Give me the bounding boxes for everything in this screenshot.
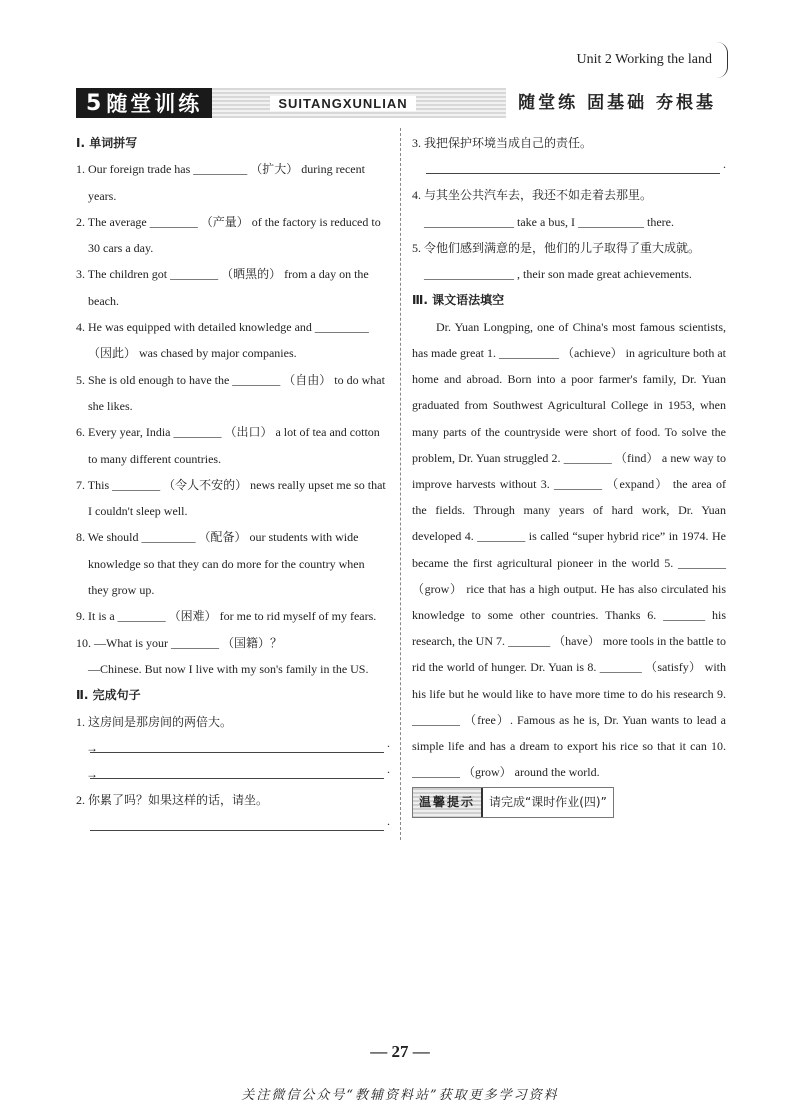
answer-line[interactable]: → . [76, 735, 390, 761]
section2-item-1-prompt: 1. 这房间是那房间的两倍大。 [76, 714, 233, 729]
section1-items [76, 156, 390, 682]
banner-title-block [76, 88, 212, 118]
section2-item-2 [76, 787, 390, 839]
item-continuation: beach. [88, 293, 119, 308]
right-column [412, 130, 726, 818]
section1-item[interactable] [76, 524, 390, 603]
section2-item-1 [76, 709, 390, 787]
section2-item-5 [412, 235, 726, 288]
item-text: 9. It is a ________ （困难） for me to rid myself of my fears. [76, 609, 377, 624]
item-text: 5. She is old enough to have the ________ （自由） to do what [76, 372, 385, 387]
item-text: 8. We should _________ （配备） our students with wide [76, 530, 359, 545]
item-continuation: years. [88, 188, 117, 203]
section2-item-4-fill[interactable]: _______________ take a bus, I ___________ there. [424, 214, 674, 229]
arrow: → [86, 740, 98, 755]
item-text: 1. Our foreign trade has _________ （扩大） during recent [76, 162, 365, 177]
banner-slogan: 随堂练 固基础 夯根基 [506, 88, 724, 118]
item-continuation: she likes. [88, 398, 133, 413]
banner-title: 随堂训练 [106, 92, 203, 116]
answer-line[interactable]: → . [76, 761, 390, 787]
tip-label: 温馨提示 [413, 788, 483, 816]
section1-item[interactable] [76, 603, 390, 629]
item-continuation: 30 cars a day. [88, 241, 154, 256]
left-column [76, 130, 390, 839]
item-continuation: I couldn't sleep well. [88, 504, 188, 519]
section2-item-4-prompt: 4. 与其坐公共汽车去，我还不如走着去那里。 [412, 188, 653, 203]
answer-line[interactable]: . [76, 813, 390, 839]
section1-item[interactable] [76, 630, 390, 683]
section2-item-3 [412, 130, 726, 182]
section-banner [76, 88, 724, 118]
section2-item-3-prompt: 3. 我把保护环境当成自己的责任。 [412, 136, 593, 150]
running-head: Unit 2 Working the land [576, 52, 712, 67]
section1-title: Ⅰ. 单词拼写 [76, 136, 138, 150]
section1-item[interactable] [76, 472, 390, 525]
item-continuation: —Chinese. But now I live with my son's family in the US. [88, 661, 369, 676]
answer-line[interactable]: . [412, 156, 726, 182]
section1-item[interactable] [76, 261, 390, 314]
item-text: 2. The average ________ （产量） of the factory is reduced to [76, 214, 381, 229]
column-divider [400, 128, 401, 840]
section2-item-4 [412, 182, 726, 235]
section2-item-2-prompt: 2. 你累了吗？如果这样的话，请坐。 [76, 792, 269, 807]
section2-item-5-fill[interactable]: _______________ , their son made great achievements. [424, 267, 692, 282]
item-continuation: to many different countries. [88, 451, 222, 466]
section1-item[interactable] [76, 419, 390, 472]
item-continuation: （因此） was chased by major companies. [88, 346, 297, 361]
section2-item-5-prompt: 5. 令他们感到满意的是，他们的儿子取得了重大成就。 [412, 240, 701, 255]
header-bracket-decoration [717, 42, 728, 78]
item-continuation: they grow up. [88, 583, 155, 598]
item-text: 3. The children got ________ （晒黑的） from a day on the [76, 267, 369, 282]
tip-text: 请完成“课时作业(四)” [489, 795, 607, 810]
tip-box [412, 787, 614, 817]
section1-item[interactable] [76, 156, 390, 209]
cloze-passage[interactable]: Dr. Yuan Longping, one of China's most famous scientists, has made great 1. __________ （achieve） in agriculture both at home and abroad. Born into a poor farmer's family, Dr. Yuan graduated from Southwest Agricultural College in 1953, when many parts of the countryside were short of food. To solve the problem, Dr. Yuan struggled 2. ________ （find） a new way to improve harvests without 3. ________ （expand） the area of the fields. Through many years of hard work, Dr. Yuan developed 4. ________ is called “super hybrid rice” in 1974. He became the first agricultural pioneer in the world 5. ________ （grow） rice that has a high output. He has also circulated his knowledge to some other countries. Thanks 6. _______ his research, the UN 7. _______ （have） more tools in the battle to rid the world of hunger. Dr. Yuan is 8. _______ （satisfy） with his life but he would like to have more time to do his research 9. ________ （free）. Famous as he is, Dr. Yuan wants to lead a simple life and has a dream to export his rice so that it can 10. ________ （grow） around the world. [412, 319, 726, 780]
page-number: — 27 — [370, 1042, 430, 1061]
section1-item[interactable] [76, 314, 390, 367]
section1-item[interactable] [76, 209, 390, 262]
item-text: 10. —What is your ________ （国籍）？ [76, 635, 282, 650]
item-text: 6. Every year, India ________ （出口） a lot of tea and cotton [76, 425, 380, 440]
section3-title: Ⅲ. 课文语法填空 [412, 293, 505, 308]
item-continuation: knowledge so that they can do more for the country when [88, 556, 365, 571]
banner-number: 5 [86, 90, 105, 116]
item-text: 4. He was equipped with detailed knowledge and _________ [76, 320, 369, 335]
footer-note: 关注微信公众号“教辅资料站”获取更多学习资料 [241, 1088, 559, 1103]
arrow: → [86, 766, 98, 781]
section2-title: Ⅱ. 完成句子 [76, 688, 141, 703]
item-text: 7. This ________ （令人不安的） news really upset me so that [76, 477, 386, 492]
section1-item[interactable] [76, 367, 390, 420]
banner-pinyin: SUITANGXUNLIAN [270, 96, 415, 111]
